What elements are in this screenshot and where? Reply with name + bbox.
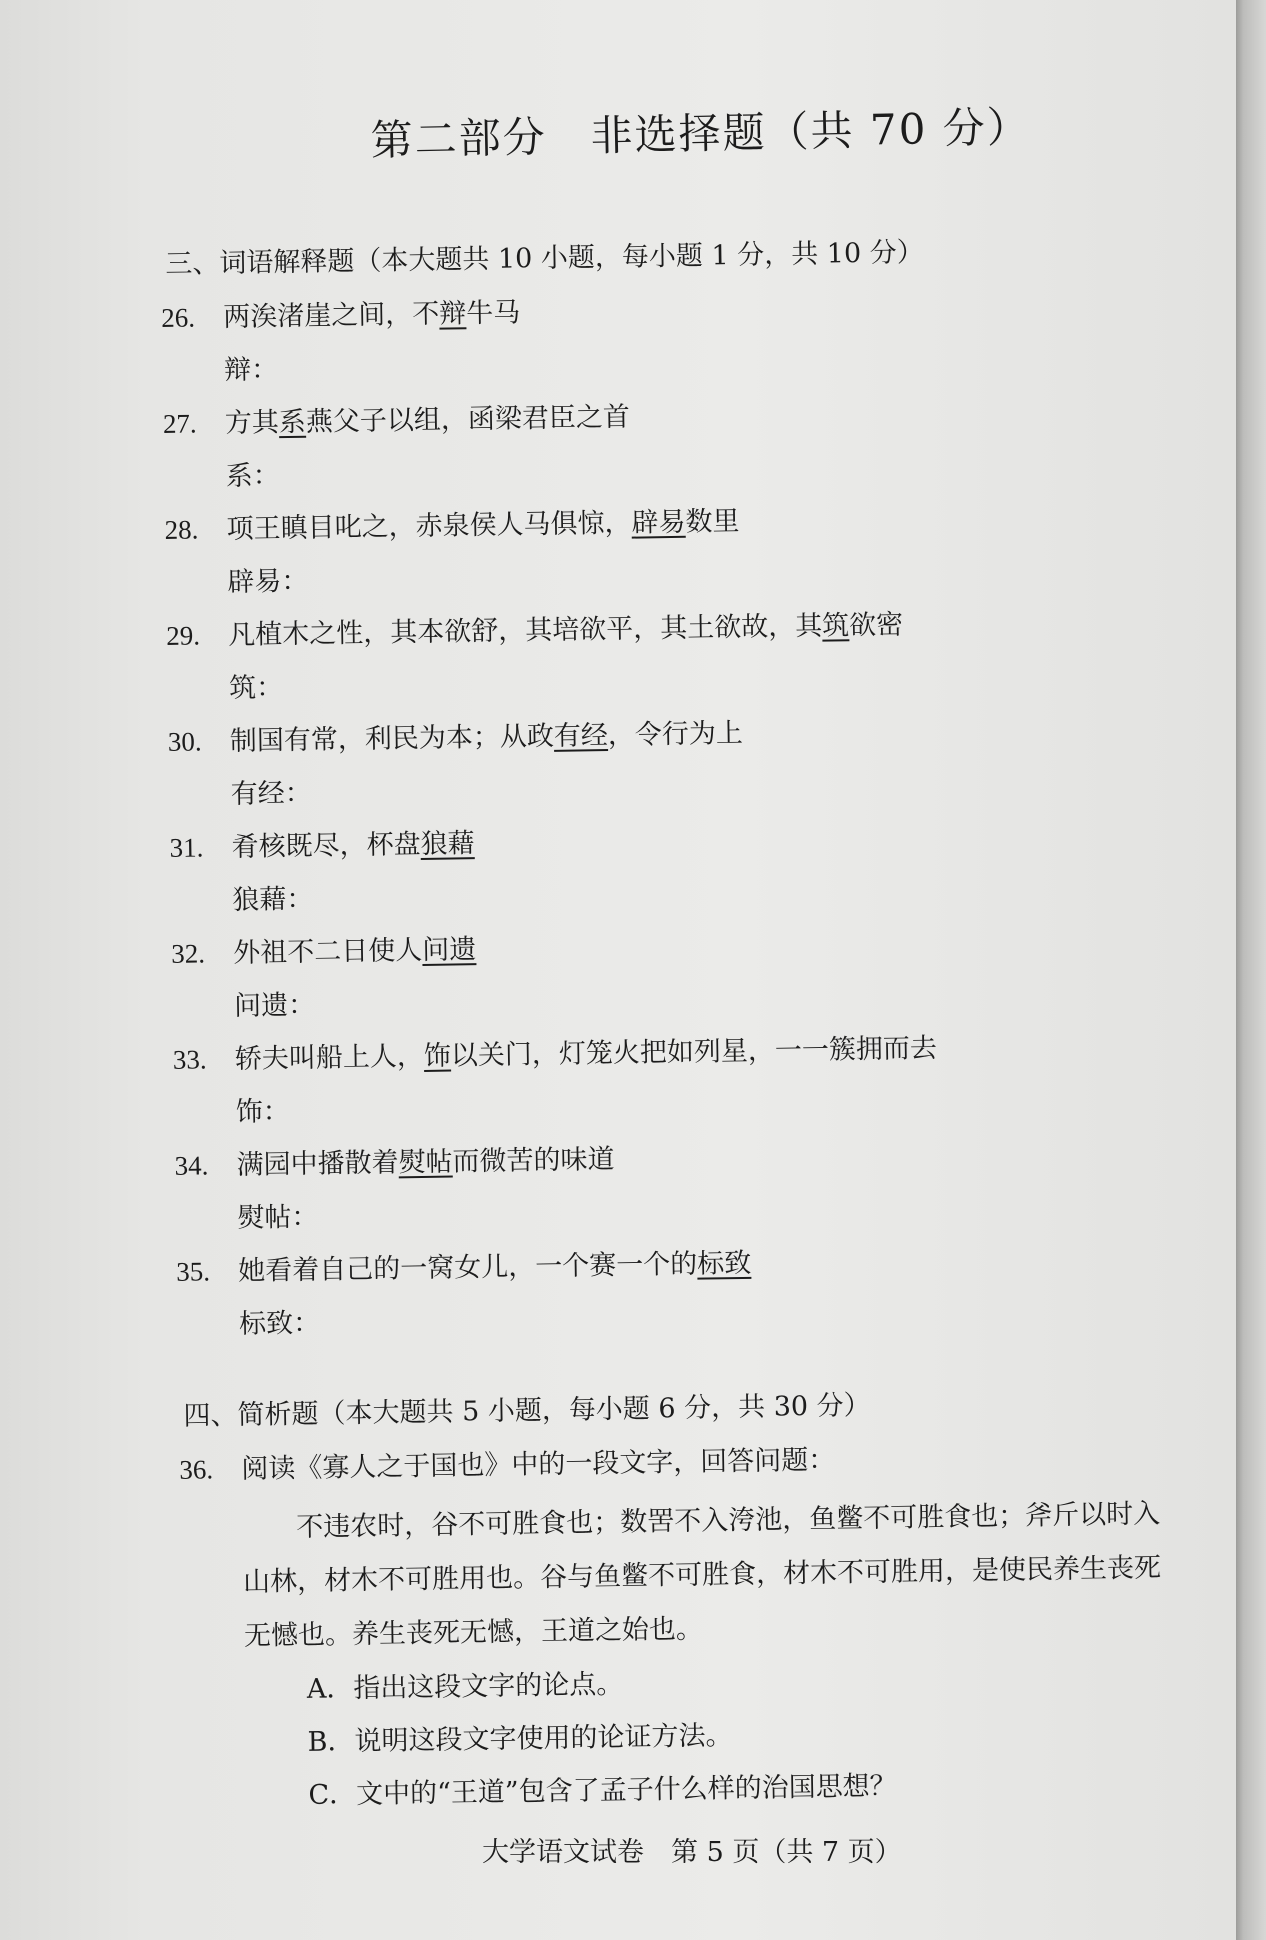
- question-text-pre: 制国有常，利民为本；从政: [229, 720, 555, 757]
- question-text-post: 而微苦的味道: [452, 1143, 615, 1178]
- question-text-pre: 项王瞋目叱之，赤泉侯人马俱惊，: [226, 507, 632, 545]
- question-number: 28.: [164, 514, 199, 545]
- underlined-term: 有经: [553, 720, 609, 752]
- question-number: 36.: [179, 1454, 214, 1485]
- section-4-heading: 四、简析题（本大题共 5 小题，每小题 6 分，共 30 分）: [183, 1389, 871, 1432]
- answer-label: 狼藉：: [232, 883, 314, 916]
- underlined-term: 标致: [696, 1247, 752, 1280]
- underlined-term: 狼藉: [420, 828, 475, 860]
- question-text-post: 欲密: [848, 609, 904, 642]
- page-edge: [1236, 0, 1266, 1940]
- question-number: 26.: [161, 302, 196, 333]
- question-text-pre: 凡植木之性，其本欲舒，其培欲平，其土欲故，其: [228, 610, 823, 651]
- vocab-question-list: [161, 276, 1228, 1352]
- question-number: 27.: [162, 408, 197, 439]
- content: [160, 222, 1235, 1824]
- question-text-post: ，令行为上: [607, 717, 744, 752]
- underlined-term: 饰: [423, 1040, 452, 1072]
- underlined-term: 问遗: [421, 934, 477, 966]
- answer-label: 辟易：: [227, 565, 309, 598]
- answer-label: 筑：: [228, 672, 284, 704]
- question-text-pre: 外祖不二日使人: [233, 934, 423, 969]
- question-number: 31.: [169, 832, 204, 863]
- question-number: 32.: [171, 938, 206, 969]
- answer-label: 系：: [225, 460, 280, 492]
- answer-label: 有经：: [230, 777, 312, 810]
- section-3-heading: 三、词语解释题（本大题共 10 小题，每小题 1 分，共 10 分）: [165, 237, 924, 280]
- question-number: 30.: [167, 726, 202, 757]
- underlined-term: 筑: [821, 610, 850, 642]
- option-b: B．说明这段文字使用的论证方法。: [307, 1720, 733, 1758]
- question-text-pre: 方其: [224, 407, 280, 440]
- question-text-post: 以关门，灯笼火把如列星，一一簇拥而去: [450, 1032, 938, 1072]
- answer-label: 辩：: [223, 354, 279, 387]
- answer-label: 饰：: [235, 1096, 290, 1128]
- answer-label: 标致：: [238, 1307, 321, 1340]
- question-number: 33.: [172, 1044, 207, 1075]
- question-number: 34.: [174, 1150, 209, 1181]
- question-text-post: 燕父子以组，函梁君臣之首: [305, 401, 631, 438]
- question-text-pre: 她看着自己的一窝女儿，一个赛一个的: [237, 1248, 698, 1287]
- option-a: A．指出这段文字的论点。: [306, 1668, 624, 1705]
- question-text-pre: 两涘渚崖之间，不: [223, 298, 440, 334]
- underlined-term: 辩: [438, 298, 467, 330]
- question-text-post: 牛马: [465, 297, 521, 330]
- underlined-term: 熨帖: [398, 1146, 453, 1179]
- underlined-term: 辟易: [631, 506, 686, 539]
- underlined-term: 系: [278, 406, 307, 439]
- question-prompt: 阅读《寡人之于国也》中的一段文字，回答问题：: [241, 1444, 836, 1485]
- answer-label: 问遗：: [233, 989, 316, 1022]
- part-title: 第二部分 非选择题（共 70 分）: [370, 102, 1032, 165]
- option-c: C．文中的“王道”包含了孟子什么样的治国思想？: [308, 1770, 897, 1811]
- reading-passage: 不违农时，谷不可胜食也；数罟不入洿池，鱼鳖不可胜食也；斧斤以时入山林，材木不可胜用也。谷与鱼鳖不可胜食，材木不可胜用，是使民养生丧死无憾也。养生丧死无憾，王道之始也。: [242, 1498, 1162, 1652]
- answer-label: 熨帖：: [237, 1201, 319, 1234]
- question-text-pre: 肴核既尽，杯盘: [231, 828, 421, 863]
- question-number: 35.: [176, 1256, 211, 1287]
- question-text-pre: 满园中播散着: [236, 1147, 399, 1181]
- question-text-post: 数里: [685, 505, 740, 538]
- question-number: 29.: [166, 620, 201, 651]
- question-text-pre: 轿夫叫船上人，: [234, 1040, 425, 1075]
- page-footer: 大学语文试卷 第 5 页（共 7 页）: [482, 1837, 902, 1868]
